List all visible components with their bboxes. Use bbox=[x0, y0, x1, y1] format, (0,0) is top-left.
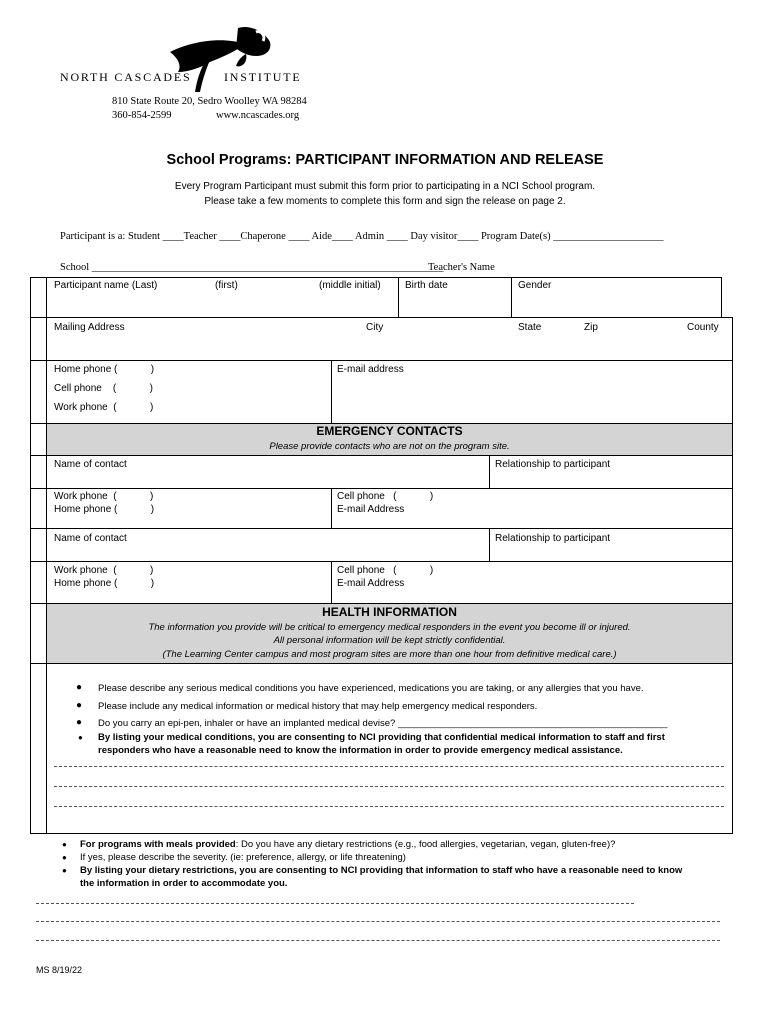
row-divider bbox=[331, 561, 332, 603]
mailing-address-field[interactable]: Mailing Address bbox=[54, 322, 125, 333]
diet-bullet-1-bold: For programs with meals provided bbox=[80, 839, 236, 850]
row-divider bbox=[30, 277, 722, 278]
bullet-icon: ● bbox=[76, 700, 83, 711]
participant-last-field[interactable]: Participant name (Last) bbox=[54, 280, 158, 291]
row-divider bbox=[489, 455, 490, 488]
cell-phone-field[interactable]: Cell phone ( ) bbox=[54, 383, 153, 394]
diet-bullet-2: If yes, please describe the severity. (ie: preference, allergy, or life threatening) bbox=[80, 852, 406, 863]
contact2-work-phone-field[interactable]: Work phone ( ) bbox=[54, 565, 154, 576]
medical-answer-line[interactable] bbox=[54, 806, 724, 807]
emergency-title: EMERGENCY CONTACTS bbox=[316, 424, 463, 438]
health-bullet-1: Please describe any serious medical conditions you have experienced, medications you are taking, or any allergies that you have. bbox=[98, 683, 644, 694]
row-divider bbox=[489, 528, 490, 561]
gender-field[interactable]: Gender bbox=[518, 280, 552, 291]
teacher-name-label: Teacher's Name bbox=[428, 262, 495, 273]
contact1-cell-phone-field[interactable]: Cell phone ( ) bbox=[337, 491, 434, 502]
right-border bbox=[732, 317, 733, 603]
org-phone: 360-854-2599 bbox=[112, 110, 172, 121]
participant-middle-field[interactable]: (middle initial) bbox=[319, 280, 381, 291]
health-title: HEALTH INFORMATION bbox=[322, 605, 457, 619]
page-title: School Programs: PARTICIPANT INFORMATION AND RELEASE bbox=[166, 152, 604, 168]
home-phone-field[interactable]: Home phone ( ) bbox=[54, 364, 155, 375]
bullet-icon: ● bbox=[76, 717, 83, 728]
intro-line-1: Every Program Participant must submit this form prior to participating in a NCI School program. bbox=[174, 181, 596, 192]
bullet-icon: ● bbox=[62, 840, 67, 849]
health-consent-1: By listing your medical conditions, you are consenting to NCI providing that confidential medical information to staff and first bbox=[98, 732, 665, 743]
health-bullet-2: Please include any medical information or medical history that may help emergency medical responders. bbox=[98, 701, 538, 712]
row-divider bbox=[331, 488, 332, 528]
row-divider bbox=[331, 360, 332, 423]
row-divider bbox=[30, 833, 733, 834]
medical-answer-line[interactable] bbox=[54, 766, 724, 767]
diet-answer-line[interactable] bbox=[36, 903, 634, 904]
right-border bbox=[732, 603, 733, 663]
right-border bbox=[732, 663, 733, 833]
diet-bullet-3: By listing your dietary restrictions, you are consenting to NCI providing that information to staff who have a reasonable need to know bbox=[80, 865, 683, 876]
work-phone-field[interactable]: Work phone ( ) bbox=[54, 402, 154, 413]
row-divider bbox=[30, 663, 732, 664]
contact1-email-field[interactable]: E-mail Address bbox=[337, 504, 405, 515]
contact1-work-phone-field[interactable]: Work phone ( ) bbox=[54, 491, 154, 502]
participant-first-field[interactable]: (first) bbox=[215, 280, 238, 291]
diet-bullet-1-rest: : Do you have any dietary restrictions (e.g., food allergies, vegetarian, vegan, gluten-free)? bbox=[235, 839, 616, 850]
bullet-icon: ● bbox=[62, 853, 67, 862]
org-website: www.ncascades.org bbox=[216, 110, 300, 121]
birth-date-field[interactable]: Birth date bbox=[405, 280, 448, 291]
bullet-icon: ● bbox=[62, 866, 67, 875]
health-line-2: All personal information will be kept strictly confidential. bbox=[273, 635, 506, 646]
contact2-home-phone-field[interactable]: Home phone ( ) bbox=[54, 578, 155, 589]
diet-bullet-3b: the information in order to accommodate you. bbox=[80, 878, 288, 889]
zip-field[interactable]: Zip bbox=[584, 322, 598, 333]
row-divider bbox=[30, 488, 732, 489]
logo bbox=[60, 22, 320, 132]
bullet-icon: ● bbox=[78, 733, 83, 742]
org-address: 810 State Route 20, Sedro Woolley WA 98284 bbox=[112, 96, 307, 107]
city-field[interactable]: City bbox=[366, 322, 384, 333]
county-field[interactable]: County bbox=[687, 322, 719, 333]
org-name-right: INSTITUTE bbox=[224, 70, 302, 84]
row-divider bbox=[511, 277, 512, 317]
health-consent-2: responders who have a reasonable need to know the information in order to provide emergency medical assistance. bbox=[98, 745, 623, 756]
diet-bullet-1 bbox=[80, 839, 615, 850]
row-divider bbox=[398, 277, 399, 317]
bullet-icon: ● bbox=[76, 682, 83, 693]
diet-answer-line[interactable] bbox=[36, 921, 720, 922]
medical-answer-line[interactable] bbox=[54, 786, 724, 787]
diet-answer-line[interactable] bbox=[36, 940, 720, 941]
emergency-subtitle: Please provide contacts who are not on the program site. bbox=[269, 441, 510, 452]
contact2-cell-phone-field[interactable]: Cell phone ( ) bbox=[337, 565, 434, 576]
row-divider bbox=[30, 317, 732, 318]
intro-line-2: Please take a few moments to complete this form and sign the release on page 2. bbox=[204, 196, 566, 207]
state-field[interactable]: State bbox=[518, 322, 542, 333]
contact1-home-phone-field[interactable]: Home phone ( ) bbox=[54, 504, 155, 515]
row-divider bbox=[30, 561, 732, 562]
school-line[interactable]: School ___________________________________________________________________ bbox=[60, 262, 444, 273]
health-line-3: (The Learning Center campus and most program sites are more than one hour from definitive medical care.) bbox=[162, 649, 617, 660]
contact1-relationship-field[interactable]: Relationship to participant bbox=[495, 459, 611, 470]
org-name-left: NORTH CASCADES bbox=[60, 70, 192, 84]
health-line-1: The information you provide will be critical to emergency medical responders in the event you become ill or injured. bbox=[148, 622, 631, 633]
email-field[interactable]: E-mail address bbox=[337, 364, 404, 375]
contact2-name-field[interactable]: Name of contact bbox=[54, 533, 127, 544]
row-divider bbox=[30, 528, 732, 529]
form-version: MS 8/19/22 bbox=[36, 965, 83, 975]
row-divider bbox=[30, 360, 732, 361]
contact1-name-field[interactable]: Name of contact bbox=[54, 459, 127, 470]
row-divider bbox=[30, 455, 732, 456]
contact2-email-field[interactable]: E-mail Address bbox=[337, 578, 405, 589]
contact2-relationship-field[interactable]: Relationship to participant bbox=[495, 533, 611, 544]
health-bullet-3[interactable]: Do you carry an epi-pen, inhaler or have an implanted medical devise? ___________________________________________________ bbox=[98, 718, 668, 729]
participant-type-line[interactable]: Participant is a: Student ____Teacher ____Chaperone ____ Aide____ Admin ____ Day visitor____ Program Date(s) _____________________ bbox=[60, 231, 664, 242]
row-divider bbox=[721, 277, 722, 317]
